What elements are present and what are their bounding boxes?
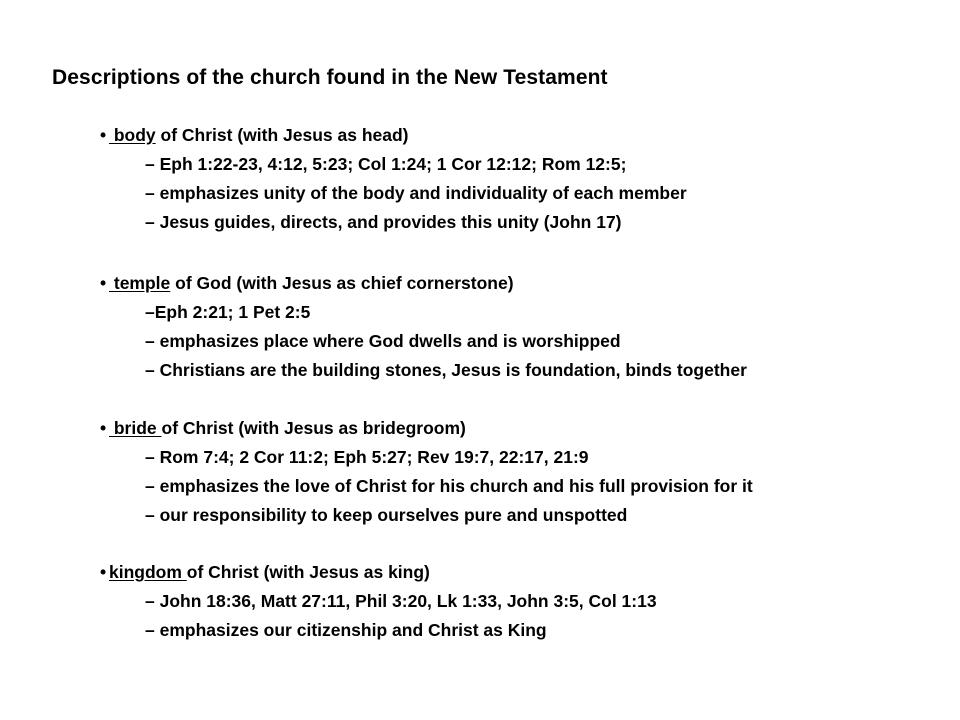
section-body bbox=[100, 121, 940, 237]
bullet-icon: • bbox=[100, 418, 107, 438]
sub-point: – Christians are the building stones, Jesus is foundation, binds together bbox=[145, 360, 747, 380]
bullet-text: of God (with Jesus as chief cornerstone) bbox=[170, 273, 514, 293]
bullet-text: of Christ (with Jesus as king) bbox=[186, 562, 430, 582]
bullet-heading bbox=[100, 558, 940, 587]
bullet-icon: • bbox=[100, 562, 107, 582]
bullet-heading bbox=[100, 121, 940, 150]
bullet-icon: • bbox=[100, 273, 107, 293]
bullet-keyword: bride bbox=[109, 418, 162, 438]
sub-point: – Eph 1:22-23, 4:12, 5:23; Col 1:24; 1 Cor 12:12; Rom 12:5; bbox=[145, 154, 627, 174]
section-bride bbox=[100, 414, 940, 530]
bullet-keyword: kingdom bbox=[109, 562, 187, 582]
sub-point: – our responsibility to keep ourselves pure and unspotted bbox=[145, 505, 628, 525]
sub-point: –Eph 2:21; 1 Pet 2:5 bbox=[145, 302, 311, 322]
bullet-icon: • bbox=[100, 125, 107, 145]
sub-point: – emphasizes the love of Christ for his church and his full provision for it bbox=[145, 476, 753, 496]
bullet-text: of Christ (with Jesus as head) bbox=[155, 125, 409, 145]
section-kingdom bbox=[100, 558, 940, 645]
section-temple bbox=[100, 269, 940, 385]
bullet-keyword: temple bbox=[109, 273, 171, 293]
bullet-keyword: body bbox=[109, 125, 156, 145]
sub-point: – Rom 7:4; 2 Cor 11:2; Eph 5:27; Rev 19:7, 22:17, 21:9 bbox=[145, 447, 589, 467]
sub-point: – emphasizes our citizenship and Christ as King bbox=[145, 620, 547, 640]
sub-point: – John 18:36, Matt 27:11, Phil 3:20, Lk 1:33, John 3:5, Col 1:13 bbox=[145, 591, 657, 611]
sub-point: – emphasizes unity of the body and individuality of each member bbox=[145, 183, 687, 203]
bullet-text: of Christ (with Jesus as bridegroom) bbox=[161, 418, 466, 438]
bullet-heading bbox=[100, 414, 940, 443]
sub-point: – emphasizes place where God dwells and is worshipped bbox=[145, 331, 621, 351]
bullet-heading bbox=[100, 269, 940, 298]
slide-title: Descriptions of the church found in the New Testament bbox=[52, 66, 608, 89]
sub-point: – Jesus guides, directs, and provides this unity (John 17) bbox=[145, 212, 622, 232]
